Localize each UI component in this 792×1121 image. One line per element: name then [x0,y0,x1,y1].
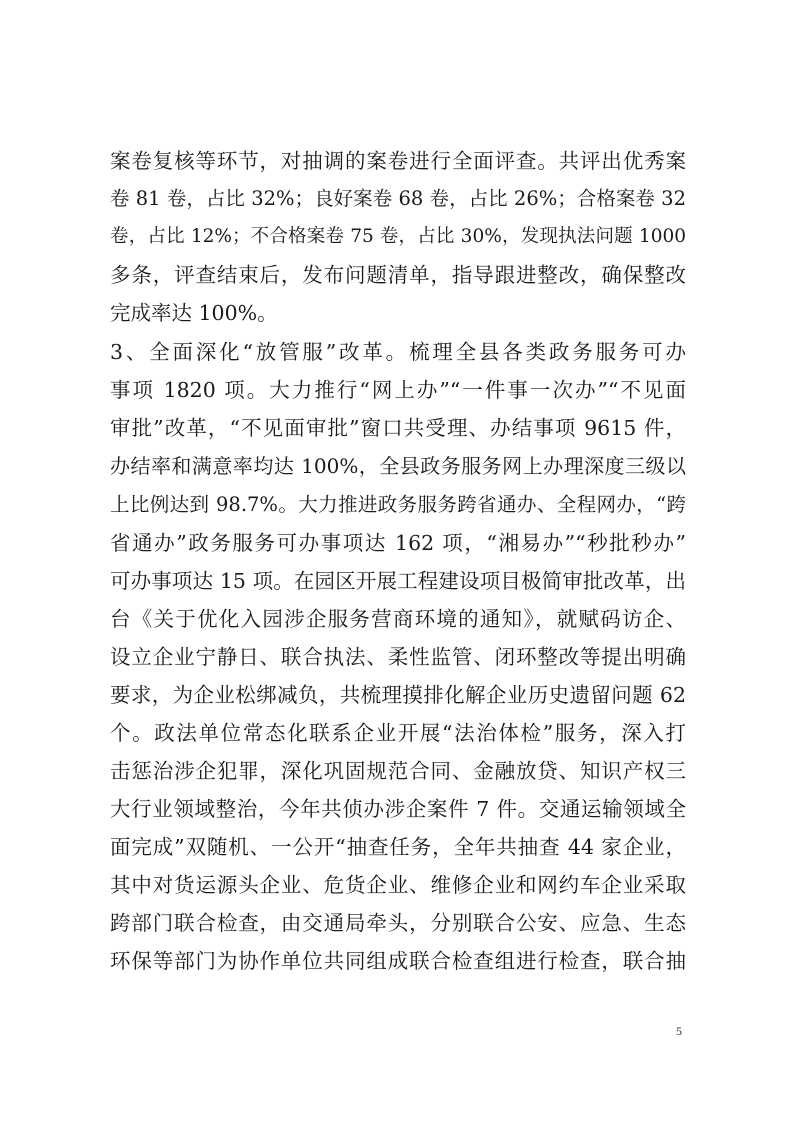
text-line: 环保等部门为协作单位共同组成联合检查组进行检查，联合抽 [110,949,686,973]
text-line: 审批”改革，“不见面审批”窗口共受理、办结事项 9615 件， [110,416,686,440]
text-line: 击惩治涉企犯罪，深化巩固规范合同、金融放贷、知识产权三 [110,759,686,783]
text-line: 3、全面深化“放管服”改革。梳理全县各类政务服务可办 [110,340,686,364]
text-line: 要求，为企业松绑减负，共梳理摸排化解企业历史遗留问题 62 [110,683,686,707]
text-line: 办结率和满意率均达 100%，全县政务服务网上办理深度三级以 [110,454,686,478]
text-line: 完成率达 100%。 [110,301,278,325]
text-line: 卷，占比 12%；不合格案卷 75 卷，占比 30%，发现执法问题 1000 [110,226,686,247]
text-line: 个。政法单位常态化联系企业开展“法治体检”服务，深入打 [110,721,686,745]
text-line: 大行业领域整治，今年共侦办涉企案件 7 件。交通运输领域全 [110,797,686,821]
text-line: 上比例达到 98.7%。大力推进政务服务跨省通办、全程网办，“跨 [110,493,686,516]
text-line: 台《关于优化入园涉企服务营商环境的通知》，就赋码访企、 [110,607,686,631]
text-line: 卷 81 卷，占比 32%；良好案卷 68 卷，占比 26%；合格案卷 32 [110,187,686,210]
text-line: 其中对货运源头企业、危货企业、维修企业和网约车企业采取 [110,873,686,897]
text-line: 多条，评查结束后，发布问题清单，指导跟进整改，确保整改 [110,263,686,287]
text-line: 跨部门联合检查，由交通局牵头，分别联合公安、应急、生态 [110,911,686,935]
text-line: 案卷复核等环节，对抽调的案卷进行全面评查。共评出优秀案 [110,149,686,173]
page-number: 5 [676,1024,682,1038]
text-line: 事项 1820 项。大力推行“网上办”“一件事一次办”“不见面 [110,378,686,402]
text-line: 可办事项达 15 项。在园区开展工程建设项目极简审批改革，出 [110,569,686,593]
text-line: 面完成”双随机、一公开“抽查任务，全年共抽查 44 家企业， [110,835,686,859]
text-line: 省通办”政务服务可办事项达 162 项，“湘易办”“秒批秒办” [110,531,686,555]
text-line: 设立企业宁静日、联合执法、柔性监管、闭环整改等提出明确 [110,645,686,669]
